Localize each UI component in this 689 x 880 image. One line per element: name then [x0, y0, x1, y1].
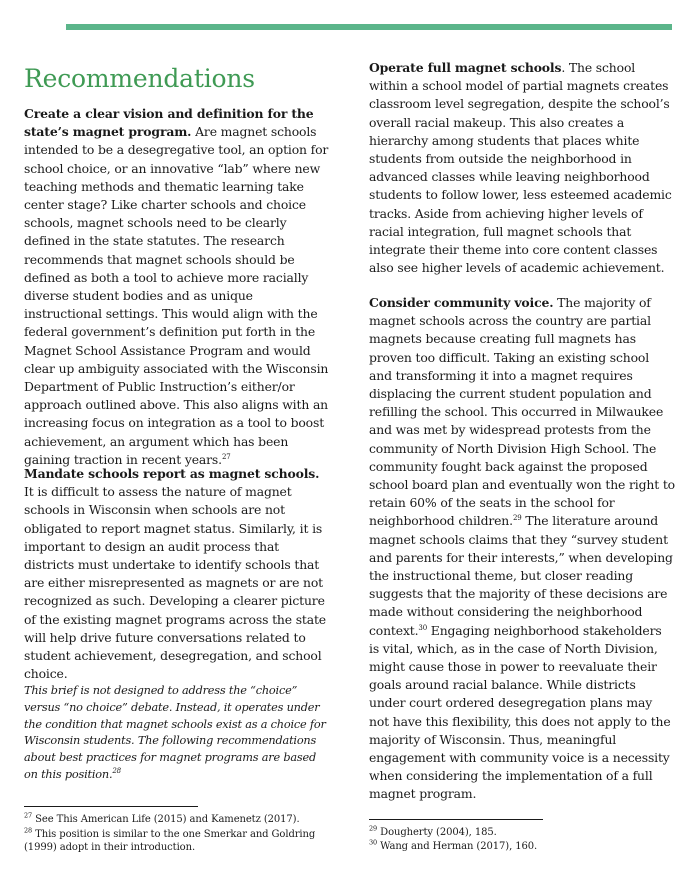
footnote-30 [369, 840, 675, 853]
top-accent-rule [66, 24, 672, 30]
footnote-number: 30 [369, 838, 378, 847]
recommendation-body: The majority of magnet schools across the country are partial magnets because creating full magnets has proven too difficult. Taking an existing school and transforming it into a magnet requires displacing the current student population and refilling the school. This occurred in Milwaukee and was met by widespread protests from the community of North Division High School. The community fought back against the proposed school board plan and eventually won the right to retain 60% of the seats in the school for neighborhood children. [369, 295, 675, 529]
recommendation-body: Engaging neighborhood stakeholders is vital, which, as in the case of North Division, might cause those in power to reevaluate their goals around racial balance. While districts under court ordered desegregation plans may not have this flexibility, this does not apply to the majority of Wisconsin. Thus, meaningful engagement with community voice is a necessity when considering the implementation of a full magnet program. [369, 622, 671, 802]
footnote-28 [24, 828, 329, 855]
recommendation-body: . The school within a school model of partial magnets creates classroom level segregation, despite the school’s overall racial makeup. This also creates a hierarchy among students that places white students from outside the neighborhood in advanced classes while leaving neighborhood students to follow lower, less esteemed academic tracks. Aside from achieving higher levels of racial integration, full magnet schools that integrate their theme into core content classes also see higher levels of academic achievement. [369, 60, 672, 276]
page-title: Recommendations [24, 64, 255, 93]
footnote-number: 28 [24, 826, 33, 835]
recommendation-community-voice [369, 294, 675, 804]
recommendation-heading: Operate full magnet schools [369, 60, 562, 75]
footnote-text: See This American Life (2015) and Kamenetz (2017). [32, 814, 300, 825]
recommendation-heading: Mandate schools report as magnet schools. [24, 466, 320, 481]
recommendation-clear-vision [24, 105, 329, 469]
footnote-text: Dougherty (2004), 185. [377, 827, 497, 838]
footnote-ref: 30 [418, 623, 428, 632]
footnote-divider [369, 819, 543, 820]
footnote-27 [24, 813, 329, 826]
recommendation-body: It is difficult to assess the nature of magnet schools in Wisconsin when schools are not obligated to report magnet status. Similarly, it is important to design an audit process that districts must undertake to identify schools that are either misrepresented as magnets or are not recognized as such. Developing a clearer picture of the existing magnet programs across the state will help drive future conversations related to student achievement, desegregation, and school choice. [24, 484, 326, 682]
footnote-ref: 27 [221, 452, 231, 461]
position-note [24, 683, 329, 784]
footnote-text: This position is similar to the one Smerkar and Goldring (1999) adopt in their introduction. [24, 829, 316, 854]
footnote-number: 27 [24, 811, 33, 820]
note-text: This brief is not designed to address the “choice” versus “no choice” debate. Instead, it operates under the condition that magnet schools exist as a choice for Wisconsin students. The following recommendations about best practices for magnet programs are based on this position. [24, 684, 326, 781]
footnote-divider [24, 806, 198, 807]
footnote-ref: 28 [112, 767, 121, 776]
footnote-ref: 29 [512, 514, 522, 523]
recommendation-heading: Consider community voice. [369, 295, 554, 310]
footnote-number: 29 [369, 824, 378, 833]
footnote-text: Wang and Herman (2017), 160. [377, 841, 538, 852]
recommendation-body: The literature around magnet schools claims that they “survey student and parents for their interests,” when developing the instructional theme, but closer reading suggests that the majority of these decisions are made without considering the neighborhood context. [369, 513, 673, 638]
footnote-29 [369, 826, 675, 839]
recommendation-heading: Create a clear vision and definition for the state’s magnet program. [24, 106, 314, 140]
recommendation-body: Are magnet schools intended to be a desegregative tool, an option for school choice, or an innovative “lab” where new teaching methods and thematic learning take center stage? Like charter schools and choice schools, magnet schools need to be clearly defined in the state statutes. The research recommends that magnet schools should be defined as both a tool to achieve more racially diverse student bodies and as unique instructional settings. This would align with the federal government’s definition put forth in the Magnet School Assistance Program and would clear up ambiguity associated with the Wisconsin Department of Public Instruction’s either/or approach outlined above. This also aligns with an increasing focus on integration as a tool to boost achievement, an argument which has been gaining traction in recent years. [24, 124, 329, 467]
recommendation-full-magnet [369, 59, 675, 277]
recommendation-report-magnet [24, 465, 329, 683]
